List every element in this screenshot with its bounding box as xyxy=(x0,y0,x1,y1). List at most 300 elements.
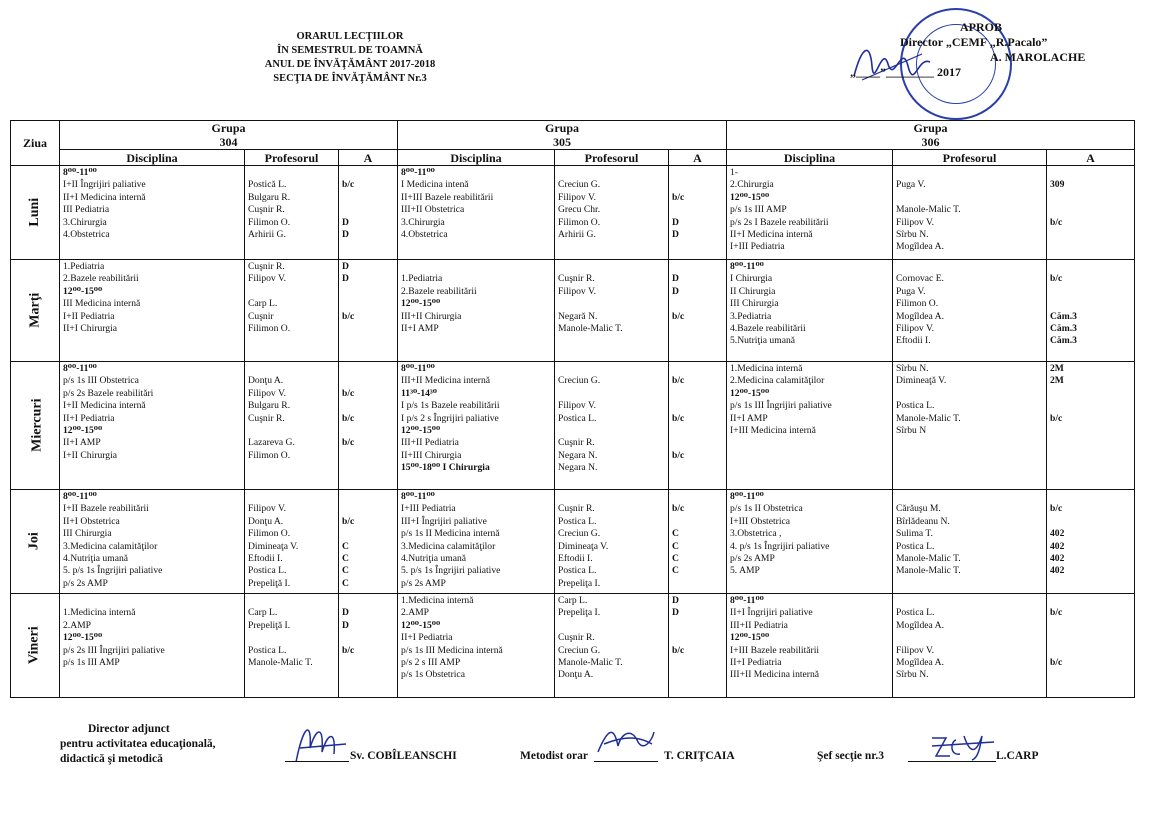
approval-block xyxy=(840,20,1130,80)
cell-line: II Chirurgia xyxy=(730,285,776,297)
cell-line xyxy=(558,425,665,437)
cell-line: Cuşnir R. xyxy=(248,261,285,272)
cell-line: Arhirii G. xyxy=(558,228,596,240)
cell-line xyxy=(342,595,394,607)
cell-line xyxy=(896,192,1043,204)
cell-line: p/s 2s Bazele reabilitări xyxy=(63,387,154,399)
cell-line xyxy=(1050,261,1131,273)
cell-line xyxy=(1050,286,1131,298)
day-label xyxy=(11,166,60,260)
cell-line xyxy=(1050,620,1131,632)
cell-line: Căm.3 xyxy=(1050,335,1077,347)
cell-line: Prepeliţa I. xyxy=(558,577,601,589)
cell-line: Postica L. xyxy=(248,565,287,577)
cell-line: II+I Medicina internă xyxy=(63,191,146,203)
cell-line: Cuşnir R. xyxy=(558,437,595,449)
cell-line: 402 xyxy=(1050,540,1065,552)
cell-line xyxy=(672,657,723,669)
cell-line xyxy=(558,167,665,179)
cell-line: 5.Nutriţia umană xyxy=(730,335,796,347)
cell-line: Manole-Malic T. xyxy=(896,204,961,216)
day-row xyxy=(11,166,1135,260)
cell-line: Filipov V. xyxy=(248,503,287,515)
cell-line xyxy=(672,298,723,310)
disciplina-cell xyxy=(727,362,893,490)
cell-line: 2.Chirurgia xyxy=(730,179,774,191)
cell-line: b/c xyxy=(672,644,685,656)
cell-line: Cuşnir R. xyxy=(248,204,285,216)
cell-line: Mogîldea A. xyxy=(896,310,944,322)
cell-line: Eftodii I. xyxy=(248,552,283,564)
cell-line: C xyxy=(672,528,679,540)
disciplina-cell xyxy=(60,166,245,260)
cell-line: I+III Pediatria xyxy=(401,503,456,515)
cell-line: III+II Medicina internă xyxy=(401,375,491,387)
day-row xyxy=(11,490,1135,594)
profesorul-cell xyxy=(555,166,669,260)
cell-line: Bîrlădeanu N. xyxy=(896,515,950,527)
cell-line: b/c xyxy=(342,515,355,527)
cell-line xyxy=(672,578,723,590)
profesorul-cell xyxy=(555,594,669,698)
auditoriu-cell xyxy=(1047,594,1135,698)
cell-line: Dimineaţa V. xyxy=(558,540,609,552)
cell-line: p/s 2s AMP xyxy=(730,552,775,564)
disciplina-cell xyxy=(398,260,555,362)
cell-line: III+II Medicina internă xyxy=(730,669,820,681)
cell-line xyxy=(672,620,723,632)
cell-line xyxy=(1050,632,1131,644)
cell-line: III+II Chirurgia xyxy=(401,310,462,322)
cell-line: 11³⁰-14³⁰ xyxy=(401,387,438,399)
cell-line xyxy=(248,363,335,375)
day-row xyxy=(11,594,1135,698)
schedule-title-block xyxy=(240,30,460,86)
title-line-3: ANUL DE ÎNVĂŢĂMÂNT 2017-2018 xyxy=(264,59,436,70)
disciplina-cell xyxy=(60,594,245,698)
cell-line: 1.Medicina internă xyxy=(63,607,136,619)
cell-line: 4.Nutriţia umană xyxy=(63,552,129,564)
cell-line: 4. p/s 1s Îngrijiri paliative xyxy=(730,540,830,552)
cell-line: b/c xyxy=(672,375,685,387)
cell-line: Filipov V. xyxy=(896,216,935,228)
profesorul-cell xyxy=(245,490,339,594)
cell-line xyxy=(63,595,241,607)
cell-line: I+III Obstetrica xyxy=(730,515,791,527)
cell-line xyxy=(1050,595,1131,607)
cell-line: 3.Pediatria xyxy=(730,310,772,322)
cell-line: Manole-Malic T. xyxy=(248,656,313,668)
cell-line: 8⁰⁰-11⁰⁰ xyxy=(730,261,764,272)
cell-line: b/c xyxy=(672,412,685,424)
group-header-306: Grupa 306 xyxy=(727,121,1135,150)
cell-line: D xyxy=(342,273,349,285)
cell-line: II+I AMP xyxy=(730,412,768,424)
cell-line: D xyxy=(672,228,679,240)
cell-line xyxy=(1050,229,1131,241)
cell-line: 12⁰⁰-15⁰⁰ xyxy=(730,387,770,399)
disciplina-cell xyxy=(398,362,555,490)
cell-line: b/c xyxy=(342,644,355,656)
col-a: A xyxy=(339,150,398,166)
cell-line: p/s 1s III AMP xyxy=(63,656,120,668)
cell-line xyxy=(342,503,394,515)
cell-line: C xyxy=(342,565,349,577)
cell-line: 1- xyxy=(730,167,738,178)
cell-line xyxy=(342,323,394,335)
cell-line: Negara N. xyxy=(558,449,598,461)
cell-line: 8⁰⁰-11⁰⁰ xyxy=(63,363,97,374)
cell-line: Postica L. xyxy=(558,565,597,577)
col-a: A xyxy=(1047,150,1135,166)
cell-line: Eftodii I. xyxy=(558,552,593,564)
cell-line xyxy=(672,669,723,681)
cell-line: II+I Îngrijiri paliative xyxy=(730,607,813,619)
cell-line: Carp L. xyxy=(558,595,588,606)
cell-line: b/c xyxy=(342,412,355,424)
cell-line: 2.Medicina calamităţilor xyxy=(730,375,825,387)
cell-line: Puga V. xyxy=(896,285,926,297)
cell-line: Creciun G. xyxy=(558,375,601,387)
title-line-1: ORARUL LECŢIILOR xyxy=(296,31,404,42)
cell-line: 12⁰⁰-15⁰⁰ xyxy=(401,298,441,310)
auditoriu-cell xyxy=(669,362,727,490)
cell-line xyxy=(248,632,335,644)
cell-line: C xyxy=(342,552,349,564)
cell-line: b/c xyxy=(1050,412,1063,424)
cell-line: p/s 2s AMP xyxy=(63,577,108,589)
cell-line xyxy=(1050,388,1131,400)
cell-line: 3.Chirurgia xyxy=(401,216,445,228)
cell-line: 2M xyxy=(1050,375,1064,387)
auditoriu-cell xyxy=(339,490,398,594)
cell-line: II+I AMP xyxy=(401,322,439,334)
sef-sectie-label: Şef secţie nr.3 xyxy=(817,750,884,762)
cell-line: 402 xyxy=(1050,565,1065,577)
cell-line: 8⁰⁰-11⁰⁰ xyxy=(401,491,435,502)
cell-line xyxy=(342,450,394,462)
day-name: Luni xyxy=(26,197,42,227)
cell-line: Mogîldea A. xyxy=(896,241,944,253)
cell-line: III+I Îngrijiri paliative xyxy=(401,515,487,527)
cell-line: p/s 1s III Obstetrica xyxy=(63,375,139,387)
cell-line xyxy=(1050,491,1131,503)
auditoriu-cell xyxy=(1047,260,1135,362)
cell-line: Cuşnir R. xyxy=(558,632,595,644)
cell-line: 2.Bazele reabilitării xyxy=(401,285,477,297)
cell-line: III+II Pediatria xyxy=(401,437,459,449)
day-label xyxy=(11,260,60,362)
cell-line: Donţu A. xyxy=(248,375,284,387)
cell-line: b/c xyxy=(342,437,355,449)
disciplina-cell xyxy=(727,490,893,594)
cell-line: II+I Medicina internă xyxy=(730,228,813,240)
cell-line xyxy=(558,388,665,400)
day-row xyxy=(11,260,1135,362)
auditoriu-cell xyxy=(1047,166,1135,260)
profesorul-cell xyxy=(893,490,1047,594)
cell-line: Filipov V. xyxy=(896,644,935,656)
disciplina-cell xyxy=(398,166,555,260)
cell-line: I p/s 2 s Îngrijiri paliative xyxy=(401,412,499,424)
cell-line: II+I Pediatria xyxy=(730,656,782,668)
cell-line: II+I Obstetrica xyxy=(63,515,120,527)
day-label xyxy=(11,362,60,490)
approval-name: A. MAROLACHE xyxy=(990,50,1086,64)
cell-line: 1.Pediatria xyxy=(401,273,443,285)
cell-line: Manole-Malic T. xyxy=(896,412,961,424)
profesorul-cell xyxy=(245,594,339,698)
cell-line: Cuşnir R. xyxy=(248,412,285,424)
cell-line: III+II Obstetrica xyxy=(401,204,465,216)
approval-director: Director „CEMF „R.Pacalo” xyxy=(900,35,1048,49)
col-a: A xyxy=(669,150,727,166)
cell-line: Prepeliţă I. xyxy=(248,577,291,589)
cell-line: Negara N. xyxy=(558,462,598,474)
cell-line: Postica L. xyxy=(896,400,935,412)
cell-line: 12⁰⁰-15⁰⁰ xyxy=(63,285,103,297)
cell-line: Dimineaţă V. xyxy=(896,375,947,387)
cell-line xyxy=(342,204,394,216)
cell-line: 8⁰⁰-11⁰⁰ xyxy=(63,491,97,502)
cell-line: Filipov V. xyxy=(248,273,287,285)
cell-line xyxy=(896,388,1043,400)
cell-line: D xyxy=(672,285,679,297)
cell-line: I+II Medicina internă xyxy=(63,400,146,412)
cell-line: p/s 2s AMP xyxy=(401,577,446,589)
cell-line: 309 xyxy=(1050,179,1065,191)
cell-line xyxy=(672,261,723,273)
col-profesorul: Profesorul xyxy=(245,150,339,166)
cell-line: C xyxy=(672,540,679,552)
profesorul-cell xyxy=(555,490,669,594)
cell-line xyxy=(342,528,394,540)
cell-line: 8⁰⁰-11⁰⁰ xyxy=(730,491,764,502)
cell-line xyxy=(248,286,335,298)
cell-line: C xyxy=(672,552,679,564)
cell-line: b/c xyxy=(672,503,685,515)
cell-line xyxy=(342,167,394,179)
cell-line xyxy=(1050,192,1131,204)
disciplina-cell xyxy=(398,594,555,698)
cell-line: Postică L. xyxy=(248,179,287,191)
cell-line: III Pediatria xyxy=(63,204,110,216)
cell-line: 15⁰⁰-18⁰⁰ I Chirurgia xyxy=(401,462,490,474)
cell-line: Căm.3 xyxy=(1050,322,1077,334)
cell-line: D xyxy=(672,216,679,228)
cell-line: Dimineaţa V. xyxy=(248,540,299,552)
col-disciplina: Disciplina xyxy=(60,150,245,166)
auditoriu-cell xyxy=(1047,362,1135,490)
cell-line: 3.Obstetrica , xyxy=(730,528,782,540)
cell-line xyxy=(342,425,394,437)
cell-line: Filipov V. xyxy=(558,285,597,297)
cell-line: 12⁰⁰-15⁰⁰ xyxy=(730,191,770,203)
cell-line xyxy=(342,400,394,412)
cell-line: 2M xyxy=(1050,363,1064,374)
title-line-4: SECŢIA DE ÎNVĂŢĂMÂNT Nr.3 xyxy=(273,73,427,84)
cell-line: 1.Medicina internă xyxy=(401,595,474,606)
cell-line: b/c xyxy=(1050,273,1063,285)
cell-line: II+I AMP xyxy=(63,437,101,449)
profesorul-cell xyxy=(245,260,339,362)
cell-line xyxy=(672,516,723,528)
cell-line: I+II Bazele reabilitării xyxy=(63,503,149,515)
cell-line: 4.Bazele reabilitării xyxy=(730,322,806,334)
cell-line: C xyxy=(342,540,349,552)
cell-line xyxy=(672,462,723,474)
cell-line: Lazareva G. xyxy=(248,437,295,449)
auditoriu-cell xyxy=(669,260,727,362)
profesorul-cell xyxy=(245,362,339,490)
cell-line xyxy=(672,323,723,335)
cell-line: Grecu Chr. xyxy=(558,204,601,216)
cell-line: Postica L. xyxy=(558,412,597,424)
cell-line: 402 xyxy=(1050,528,1065,540)
cell-line: 3.Medicina calamităţilor xyxy=(63,540,158,552)
cell-line xyxy=(342,632,394,644)
cell-line: Manole-Malic T. xyxy=(896,565,961,577)
cell-line: Filipov V. xyxy=(558,400,597,412)
cell-line: 4.Obstetrica xyxy=(401,228,448,240)
cell-line: III Chirurgia xyxy=(63,528,112,540)
auditoriu-cell xyxy=(669,166,727,260)
metodist-label: Metodist orar xyxy=(520,750,589,762)
cell-line: b/c xyxy=(1050,656,1063,668)
cell-line: Filimon O. xyxy=(896,298,939,310)
cell-line xyxy=(558,620,665,632)
cell-line: II+I Pediatria xyxy=(63,412,115,424)
title-line-2: ÎN SEMESTRUL DE TOAMNĂ xyxy=(277,45,423,56)
cell-line: b/c xyxy=(342,310,355,322)
cell-line: Cuşnir R. xyxy=(558,273,595,285)
cell-line xyxy=(896,167,1043,179)
cell-line xyxy=(672,388,723,400)
auditoriu-cell xyxy=(339,362,398,490)
director-adjunct-name: Sv. COBÎLEANSCHI xyxy=(350,750,457,762)
cell-line xyxy=(342,491,394,503)
disciplina-cell xyxy=(727,260,893,362)
cell-line: p/s 2s III Îngrijiri paliative xyxy=(63,644,165,656)
cell-line xyxy=(896,261,1043,273)
cell-line xyxy=(1050,204,1131,216)
cell-line: Mogîldea A. xyxy=(896,656,944,668)
cell-line: 4.Obstetrica xyxy=(63,228,110,240)
group-header-304: Grupa 304 xyxy=(60,121,398,150)
profesorul-cell xyxy=(555,362,669,490)
cell-line: II+I Chirurgia xyxy=(63,322,117,334)
cell-line xyxy=(558,491,665,503)
cell-line xyxy=(248,425,335,437)
cell-line xyxy=(672,632,723,644)
col-profesorul: Profesorul xyxy=(893,150,1047,166)
cell-line: Cărăuşu M. xyxy=(896,503,941,515)
cell-line: 12⁰⁰-15⁰⁰ xyxy=(63,632,103,644)
cell-line: Cuşnir R. xyxy=(558,503,595,515)
cell-line: C xyxy=(672,565,679,577)
cell-line: 5. p/s 1s Îngrijiri paliative xyxy=(63,565,163,577)
cell-line xyxy=(1050,400,1131,412)
cell-line xyxy=(1050,241,1131,253)
cell-line: 1.Medicina internă xyxy=(730,363,803,374)
cell-line: I+III Medicina internă xyxy=(730,424,816,436)
cell-line: Cuşnir xyxy=(248,310,274,322)
cell-line: D xyxy=(342,261,349,272)
cell-line: b/c xyxy=(342,179,355,191)
cell-line: I+II Pediatria xyxy=(63,310,115,322)
cell-line: 12⁰⁰-15⁰⁰ xyxy=(401,424,441,436)
cell-line: Bulgaru R. xyxy=(248,400,291,412)
cell-line: D xyxy=(342,228,349,240)
cell-line: Filimon O. xyxy=(248,449,291,461)
cell-line: I Medicina intenă xyxy=(401,179,469,191)
cell-line: 12⁰⁰-15⁰⁰ xyxy=(63,424,103,436)
cell-line: Donţu A. xyxy=(248,515,284,527)
disciplina-cell xyxy=(60,260,245,362)
metodist-signature-line xyxy=(594,760,658,762)
disciplina-cell xyxy=(60,490,245,594)
auditoriu-cell xyxy=(669,490,727,594)
cell-line xyxy=(896,491,1043,503)
cell-line xyxy=(248,595,335,607)
cell-line xyxy=(896,632,1043,644)
cell-line: II+I Pediatria xyxy=(401,632,453,644)
cell-line: 4.Nutriţia umană xyxy=(401,552,467,564)
cell-line: 2.AMP xyxy=(401,607,429,619)
cell-line: Sîrbu N. xyxy=(896,363,929,374)
group-header-305: Grupa 305 xyxy=(398,121,727,150)
cell-line: D xyxy=(672,595,679,606)
metodist-name: T. CRIŢCAIA xyxy=(664,750,735,762)
cell-line: I p/s 1s Bazele reabilitării xyxy=(401,400,500,412)
approval-date: „____”________ 2017 xyxy=(850,65,961,79)
cell-line xyxy=(1050,645,1131,657)
cell-line xyxy=(558,298,665,310)
col-disciplina: Disciplina xyxy=(398,150,555,166)
cell-line: III Chirurgia xyxy=(730,298,779,310)
day-name: Marţi xyxy=(26,292,42,328)
schedule-table xyxy=(10,120,1135,698)
cell-line: C xyxy=(342,577,349,589)
cell-line: b/c xyxy=(342,387,355,399)
cell-line: 8⁰⁰-11⁰⁰ xyxy=(401,363,435,374)
cell-line: Carp L. xyxy=(248,607,278,619)
cell-line xyxy=(672,167,723,179)
cell-line xyxy=(558,261,665,273)
auditoriu-cell xyxy=(669,594,727,698)
cell-line: b/c xyxy=(1050,503,1063,515)
cell-line: Postica L. xyxy=(248,644,287,656)
cell-line xyxy=(248,167,335,179)
cell-line: Bulgaru R. xyxy=(248,191,291,203)
column-headers-row xyxy=(11,150,1135,166)
director-adjunct-signature-line xyxy=(285,760,349,762)
cell-line: Cornovac E. xyxy=(896,273,944,285)
cell-line: II+III Chirurgia xyxy=(401,449,462,461)
cell-line xyxy=(672,363,723,375)
cell-line: I+III Pediatria xyxy=(730,241,785,253)
cell-line xyxy=(672,204,723,216)
disciplina-cell xyxy=(398,490,555,594)
cell-line: p/s 2s I Bazele reabilitării xyxy=(730,216,829,228)
auditoriu-cell xyxy=(339,166,398,260)
disciplina-cell xyxy=(727,166,893,260)
cell-line: 8⁰⁰-11⁰⁰ xyxy=(401,167,435,178)
cell-line xyxy=(342,375,394,387)
cell-line: Manole-Malic T. xyxy=(896,552,961,564)
cell-line: 8⁰⁰-11⁰⁰ xyxy=(730,595,764,606)
cell-line: p/s 1s III Medicina internă xyxy=(401,644,503,656)
